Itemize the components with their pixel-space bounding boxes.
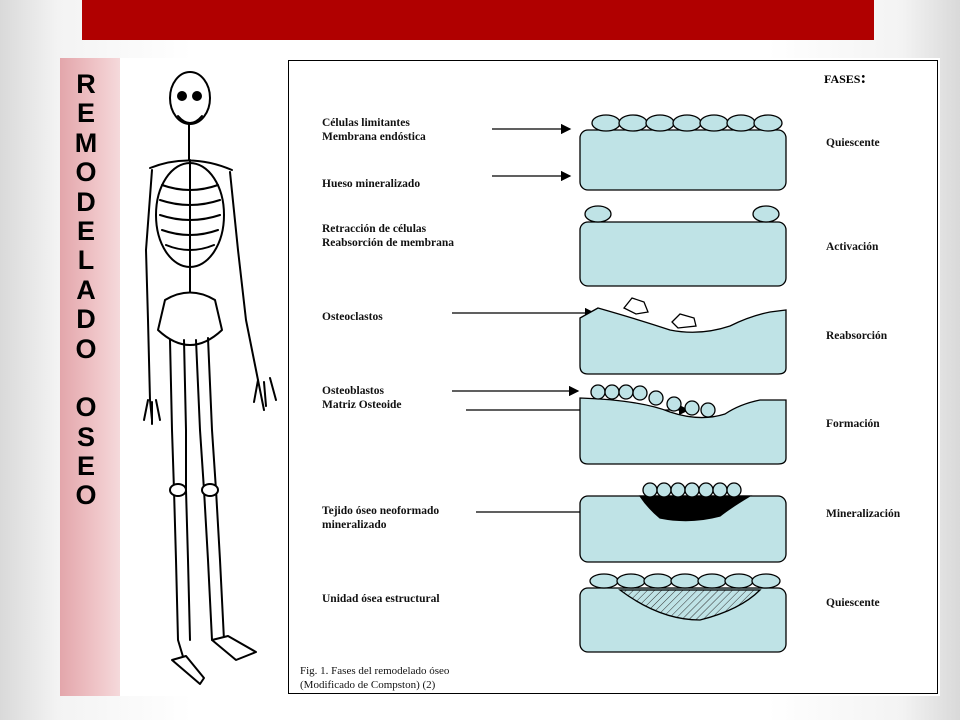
caption-line: Fig. 1. Fases del remodelado óseo — [300, 665, 450, 677]
phases-heading-text: FASES — [824, 72, 861, 86]
phase-mineralization: Mineralización — [826, 508, 901, 520]
title-letter: L — [77, 245, 95, 276]
label-osteoclasts: Osteoclastos — [322, 311, 383, 323]
label-line: Osteoblastos — [322, 385, 384, 397]
label-osteoblasts — [322, 384, 402, 412]
label-line: Células limitantes — [322, 117, 410, 129]
title-letter: R — [76, 69, 96, 99]
title-letter: S — [76, 421, 95, 452]
phases-heading — [824, 68, 866, 88]
title-letter: O — [75, 392, 97, 423]
label-structural-unit: Unidad ósea estructural — [322, 593, 440, 605]
phases-heading-colon: : — [860, 68, 867, 87]
caption-line: (Modificado de Compston) (2) — [300, 679, 436, 691]
title-letter: E — [76, 451, 95, 482]
label-mineralized-bone: Hueso mineralizado — [322, 178, 421, 190]
label-line: Tejido óseo neoformado — [322, 505, 440, 517]
phase-activation: Activación — [826, 241, 879, 253]
label-line: Retracción de células — [322, 223, 427, 235]
label-lining-cells — [322, 116, 426, 144]
phase-quiescent: Quiescente — [826, 137, 880, 149]
title-letter: D — [76, 304, 96, 335]
phase-quiescent-final: Quiescente — [826, 597, 880, 609]
title-letter: O — [75, 157, 97, 188]
skeleton-drawing — [144, 72, 276, 684]
title-letter: M — [74, 127, 98, 158]
title-letter: D — [76, 186, 96, 217]
label-line: mineralizado — [322, 519, 387, 531]
title-letter: E — [76, 98, 95, 129]
phase-resorption: Reabsorción — [826, 330, 888, 342]
title-letter: E — [76, 215, 95, 246]
label-line: Membrana endóstica — [322, 131, 426, 143]
label-cell-retraction — [322, 222, 454, 250]
title-letter: O — [75, 333, 97, 364]
title-letter: A — [76, 274, 96, 305]
figure-caption — [300, 664, 449, 692]
phase-formation: Formación — [826, 418, 880, 430]
label-new-bone — [322, 504, 439, 532]
label-line: Matriz Osteoide — [322, 399, 402, 411]
title-letter: O — [75, 480, 97, 511]
label-line: Reabsorción de membrana — [322, 237, 455, 249]
